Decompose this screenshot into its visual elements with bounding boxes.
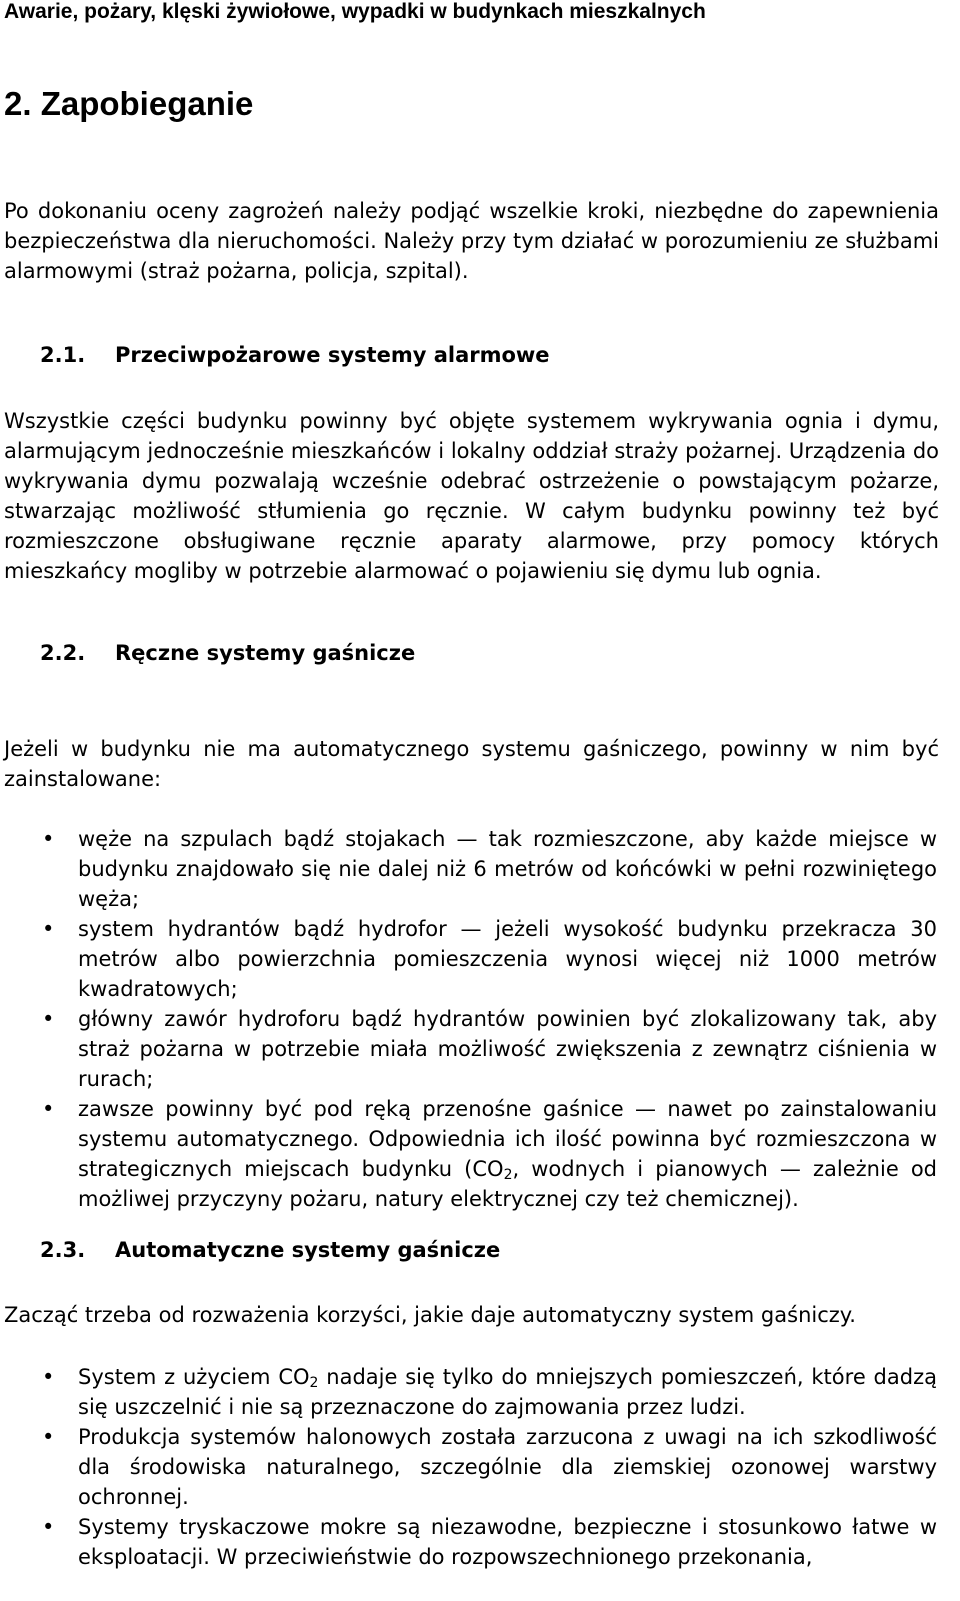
- list-item-text: Systemy tryskaczowe mokre są niezawodne, bezpieczne i stosunkowo łatwe w eksploatacji. W przeciwieństwie do rozpowszechnionego przekonania,: [78, 1515, 937, 1569]
- manual-systems-list: [0, 824, 937, 1214]
- subsection-number: 2.3.: [40, 1238, 86, 1262]
- section-title: Zapobieganie: [40, 85, 254, 122]
- subsection-title: Ręczne systemy gaśnicze: [115, 641, 416, 665]
- list-item-text: węże na szpulach bądź stojakach — tak rozmieszczone, aby każde miejsce w budynku znajdowało się nie dalej niż 6 metrów od końcówki w pełni rozwiniętego węża;: [78, 827, 937, 911]
- list-item: [0, 1422, 937, 1512]
- subsection-heading-2-2: [40, 638, 415, 668]
- bullet-icon: •: [42, 1425, 55, 1449]
- bullet-icon: •: [42, 917, 55, 941]
- list-item-text: zawsze powinny być pod ręką przenośne gaśnice — nawet po zainstalowaniu systemu automatycznego. Odpowiednia ich ilość powinna być rozmieszczona w strategicznych miejscach budynku (CO: [78, 1097, 937, 1181]
- subsection-heading-2-3: [40, 1235, 500, 1265]
- bullet-icon: •: [42, 1097, 55, 1121]
- automatic-systems-intro: Zacząć trzeba od rozważenia korzyści, jakie daje automatyczny system gaśniczy.: [4, 1303, 856, 1327]
- bullet-icon: •: [42, 1515, 55, 1539]
- section-heading: [4, 84, 253, 124]
- list-item-text: nadaje się tylko do mniejszych pomieszczeń, które dadzą się uszczelnić i nie są przeznaczone do zajmowania przez ludzi.: [78, 1365, 937, 1419]
- subsection-heading-2-1: [40, 340, 550, 370]
- list-item-text: główny zawór hydroforu bądź hydrantów powinien być zlokalizowany tak, aby straż pożarna w potrzebie miała możliwość zwiększenia z zewnątrz ciśnienia w rurach;: [78, 1007, 937, 1091]
- list-item: [0, 1362, 937, 1422]
- subsection-title: Przeciwpożarowe systemy alarmowe: [115, 343, 550, 367]
- subsection-title: Automatyczne systemy gaśnicze: [115, 1238, 501, 1262]
- list-item: [0, 1004, 937, 1094]
- subsection-number: 2.2.: [40, 641, 86, 665]
- list-item: [0, 914, 937, 1004]
- bullet-icon: •: [42, 1365, 55, 1389]
- manual-systems-intro: Jeżeli w budynku nie ma automatycznego systemu gaśniczego, powinny w nim być zainstalowane:: [4, 737, 939, 791]
- list-item: [0, 1094, 937, 1214]
- list-item-text: Produkcja systemów halonowych została zarzucona z uwagi na ich szkodliwość dla środowiska naturalnego, szczególnie dla ziemskiej ozonowej warstwy ochronnej.: [78, 1425, 937, 1509]
- document-header: Awarie, pożary, klęski żywiołowe, wypadki w budynkach mieszkalnych: [4, 0, 706, 23]
- alarm-systems-paragraph: Wszystkie części budynku powinny być objęte systemem wykrywania ognia i dymu, alarmującym jednocześnie mieszkańców i lokalny oddział straży pożarnej. Urządzenia do wykrywania dymu pozwalają wcześnie odebrać ostrzeżenie o powstającym pożarze, stwarzając możliwość stłumienia go ręcznie. W całym budynku powinny też być rozmieszczone obsługiwane ręcznie aparaty alarmowe, przy pomocy których mieszkańcy mogliby w potrzebie alarmować o pojawieniu się dymu lub ognia.: [4, 409, 939, 583]
- intro-paragraph: Po dokonaniu oceny zagrożeń należy podjąć wszelkie kroki, niezbędne do zapewnienia bezpieczeństwa dla nieruchomości. Należy przy tym działać w porozumieniu ze służbami alarmowymi (straż pożarna, policja, szpital).: [4, 199, 939, 283]
- list-item-text: system hydrantów bądź hydrofor — jeżeli wysokość budynku przekracza 30 metrów albo powierzchnia pomieszczenia wynosi więcej niż 1000 metrów kwadratowych;: [78, 917, 937, 1001]
- subsection-number: 2.1.: [40, 343, 86, 367]
- subscript: 2: [309, 1375, 319, 1391]
- automatic-systems-list: [0, 1362, 937, 1572]
- list-item-text: System z użyciem CO: [78, 1365, 310, 1389]
- list-item-text: , wodnych i pianowych — zależnie od możliwej przyczyny pożaru, natury elektrycznej czy też chemicznej).: [78, 1157, 937, 1211]
- subscript: 2: [503, 1167, 513, 1183]
- bullet-icon: •: [42, 1007, 55, 1031]
- section-number: 2.: [4, 85, 32, 122]
- list-item: [0, 1512, 937, 1572]
- bullet-icon: •: [42, 827, 55, 851]
- list-item: [0, 824, 937, 914]
